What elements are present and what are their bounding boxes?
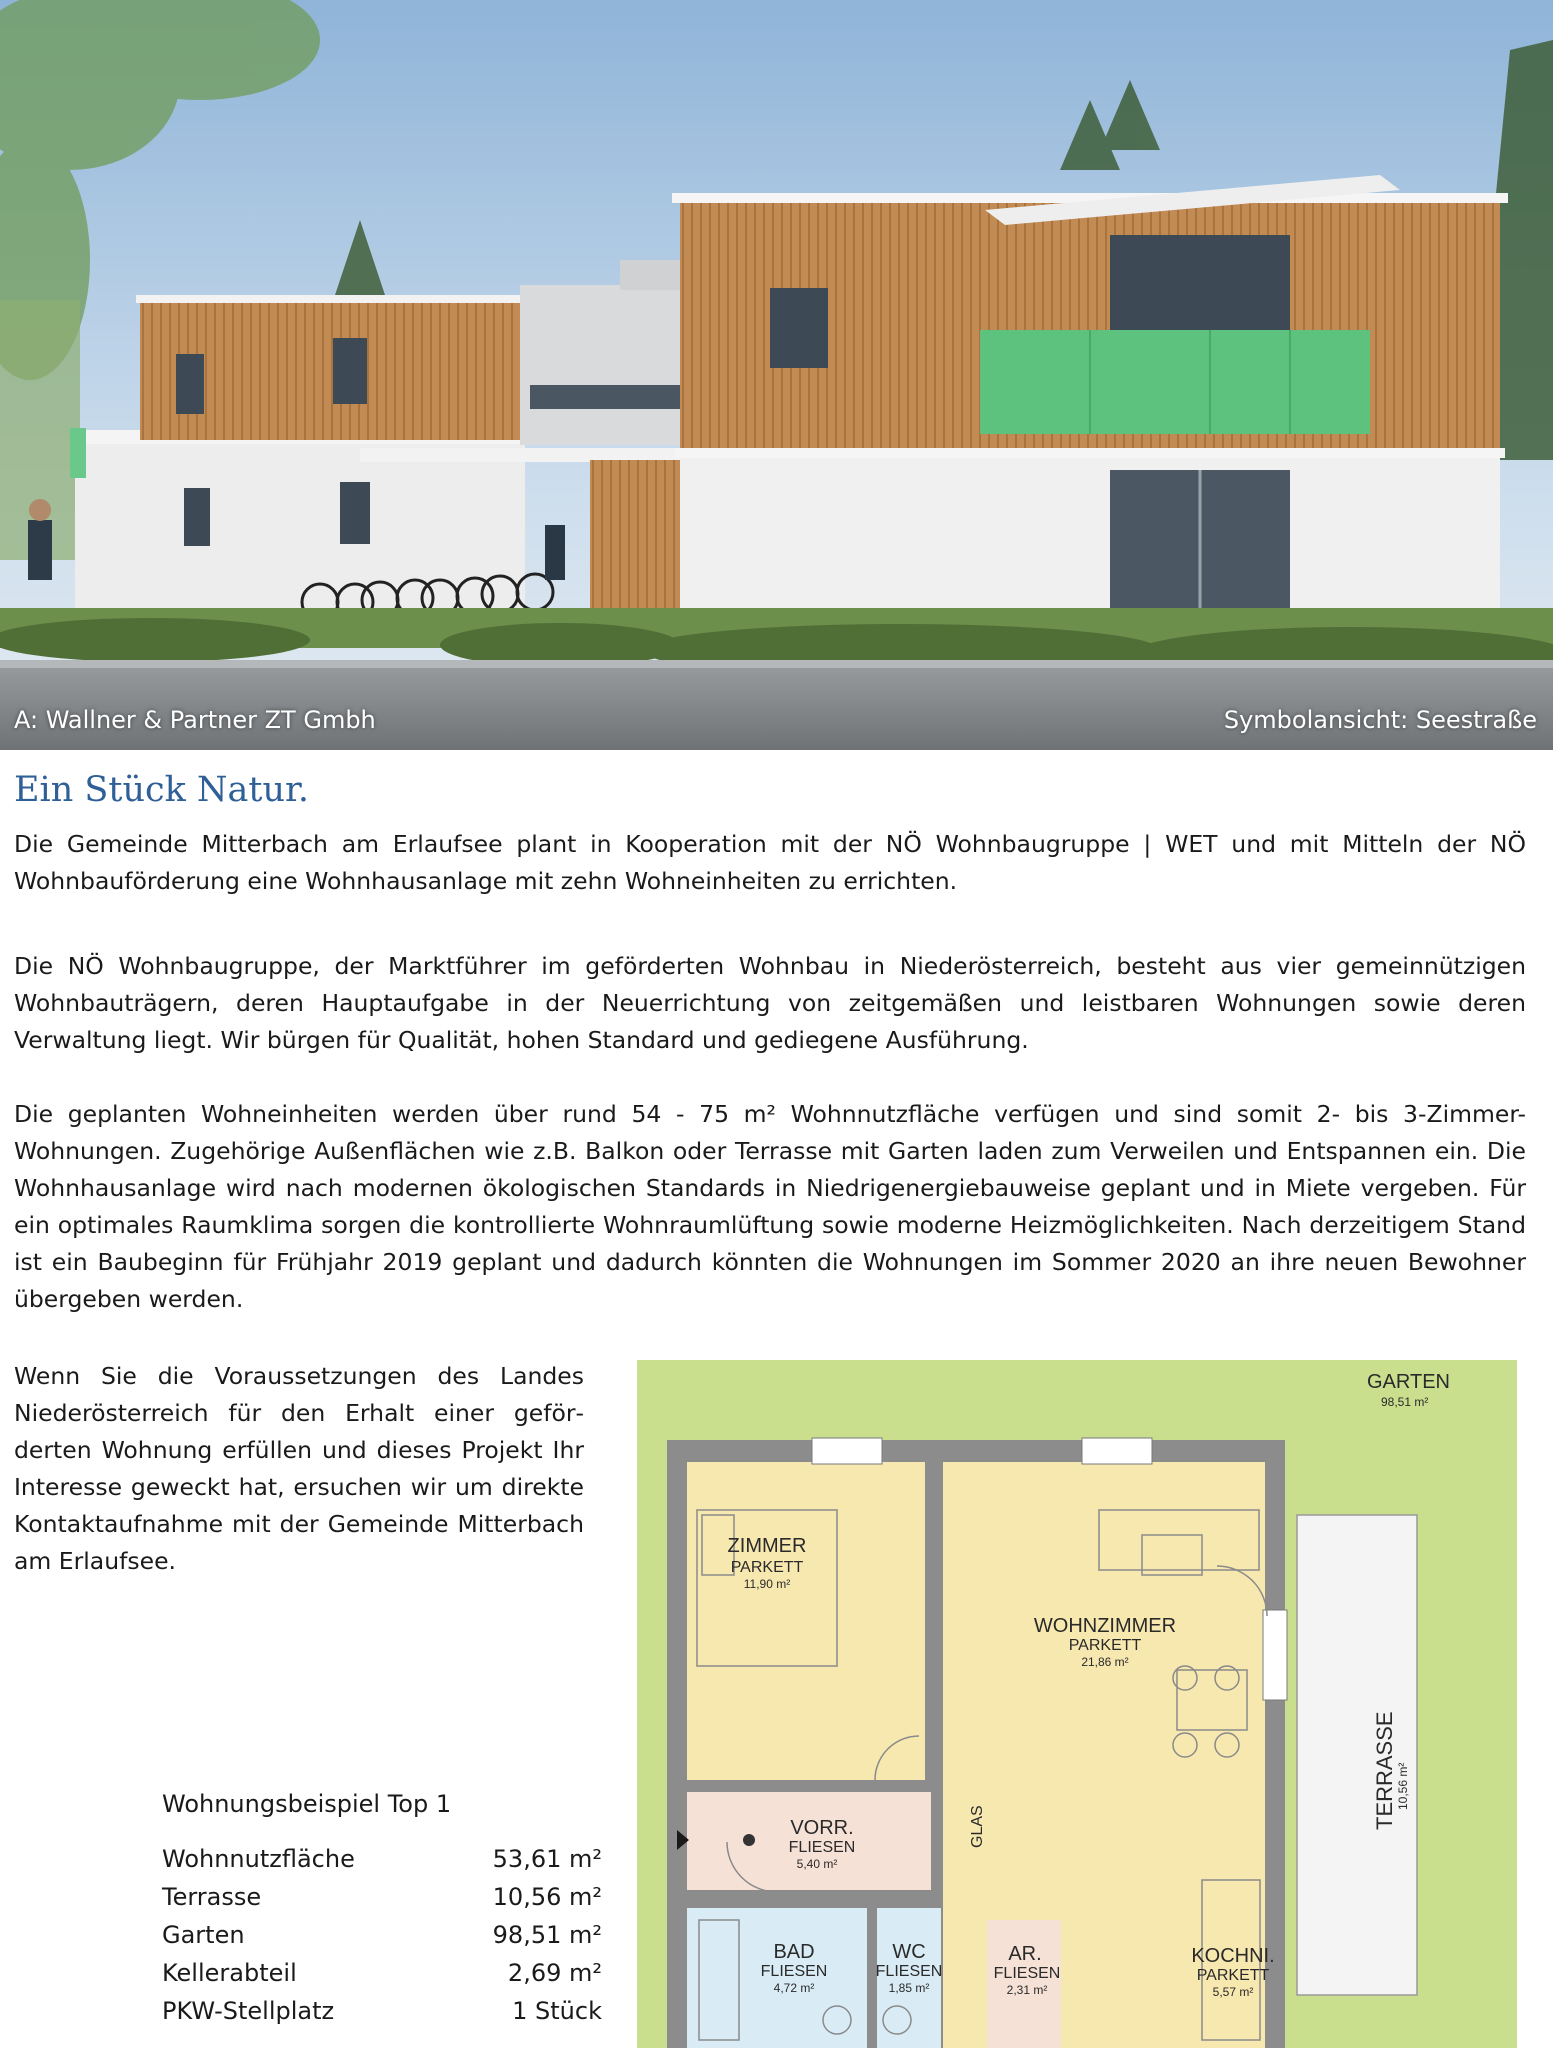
person-icon	[28, 520, 52, 580]
zimmer-label: ZIMMER	[727, 1535, 807, 1557]
spec-label: Terrasse	[162, 1883, 262, 1911]
glas-label: GLAS	[969, 1805, 986, 1848]
garten-area: 98,51 m²	[1381, 1395, 1429, 1409]
terrasse-area: 10,56 m²	[1396, 1762, 1410, 1810]
zimmer-floor: PARKETT	[730, 1559, 804, 1576]
ar-floor: FLIESEN	[993, 1965, 1061, 1982]
wc-label: WC	[892, 1941, 926, 1963]
wohnzimmer-label: WOHNZIMMER	[1033, 1615, 1177, 1637]
wohnzimmer-area: 21,86 m²	[1081, 1655, 1129, 1669]
garten-label: GARTEN	[1367, 1371, 1450, 1393]
vorraum-label: VORR.	[790, 1817, 854, 1839]
ar-label: AR.	[1008, 1943, 1042, 1965]
wohnzimmer-floor: PARKETT	[1068, 1637, 1142, 1654]
floor-plan-drawing	[637, 1360, 1553, 2048]
vorraum-floor: FLIESEN	[788, 1839, 856, 1856]
page-title: Ein Stück Natur.	[14, 770, 310, 810]
spec-row-garten	[162, 1916, 602, 1954]
kochnische-area: 5,57 m²	[1212, 1985, 1254, 1999]
ar-area: 2,31 m²	[1006, 1983, 1048, 1997]
bad-floor: FLIESEN	[760, 1963, 828, 1980]
spec-label: Kellerabteil	[162, 1959, 297, 1987]
spec-value: 10,56 m²	[492, 1883, 602, 1911]
spec-value: 53,61 m²	[492, 1845, 602, 1873]
spec-row-kellerabteil	[162, 1954, 602, 1992]
apartment-example	[162, 1790, 602, 2030]
view-caption: Symbolansicht: Seestraße	[1223, 706, 1537, 734]
building-rendering	[0, 0, 1553, 750]
example-title: Wohnungsbeispiel Top 1	[162, 1790, 452, 1818]
project-paragraph: Die geplanten Wohneinheiten werden über rund 54 - 75 m² Wohnnutzfläche verfügen und sind somit 2- bis 3-Zimmer-Wohnungen. Zugehörige Außenflächen wie z.B. Balkon oder Terrasse mit Garten laden zum Verweilen und Entspannen ein. Die Wohnhausanlage wird nach modernen ökologischen Standards in Niedrigenergiebauweise geplant und in Miete vergeben. Für ein optimales Raumklima sorgen die kontrollierte Wohnraumlüftung sowie moderne Heizmöglichkeiten. Nach derzeitigem Stand ist ein Baubeginn für Frühjahr 2019 geplant und dadurch könnten die Wohnungen im Sommer 2020 an ihre neuen Bewohner übergeben werden.	[14, 1100, 1526, 1313]
spec-row-wohnnutzflaeche	[162, 1840, 602, 1878]
spec-value: 1 Stück	[512, 1997, 602, 2025]
kochnische-floor: PARKETT	[1196, 1967, 1270, 1984]
company-paragraph: Die NÖ Wohnbaugruppe, der Marktführer im geförderten Wohnbau in Niederösterreich, besteht aus vier gemeinnützigen Wohnbauträgern, deren Hauptaufgabe in der Neuerrichtung von zeitgemäßen und leistbaren Wohnungen sowie deren Verwaltung liegt. Wir bürgen für Qualität, hohen Standard und gediegene Ausführung.	[14, 952, 1526, 1054]
spec-label: Wohnnutzfläche	[162, 1845, 355, 1873]
kochnische-label: KOCHNI.	[1191, 1945, 1275, 1967]
intro-paragraph: Die Gemeinde Mitterbach am Erlaufsee plant in Kooperation mit der NÖ Wohnbaugruppe | WET und mit Mitteln der NÖ Wohnbauförderung eine Wohnhausanlage mit zehn Wohneinheiten zu errichten.	[14, 830, 1526, 895]
terrasse-label: TERRASSE	[1372, 1711, 1397, 1830]
photo-credit: A: Wallner & Partner ZT Gmbh	[14, 706, 376, 734]
wc-area: 1,85 m²	[888, 1981, 930, 1995]
wc-floor: FLIESEN	[875, 1963, 943, 1980]
bad-area: 4,72 m²	[773, 1981, 815, 1995]
vorraum-area: 5,40 m²	[796, 1857, 838, 1871]
hero-image	[0, 0, 1553, 750]
bad-label: BAD	[773, 1941, 815, 1963]
spec-row-terrasse	[162, 1878, 602, 1916]
zimmer-area: 11,90 m²	[743, 1577, 791, 1591]
spec-label: PKW-Stellplatz	[162, 1997, 335, 2025]
spec-row-stellplatz	[162, 1992, 602, 2030]
floor-plan	[637, 1360, 1553, 2048]
contact-paragraph: Wenn Sie die Voraussetzungen des Landes Niederösterreich für den Erhalt einer geförderten Wohnung erfüllen und dieses Projekt Ihr Interesse geweckt hat, ersuchen wir um direkte Kontaktaufnahme mit der Gemeinde Mitterbach am Erlaufsee.	[14, 1362, 584, 1575]
terrace-area	[1297, 1515, 1417, 1995]
spec-label: Garten	[162, 1921, 245, 1949]
spec-value: 98,51 m²	[492, 1921, 602, 1949]
spec-value: 2,69 m²	[507, 1959, 602, 1987]
